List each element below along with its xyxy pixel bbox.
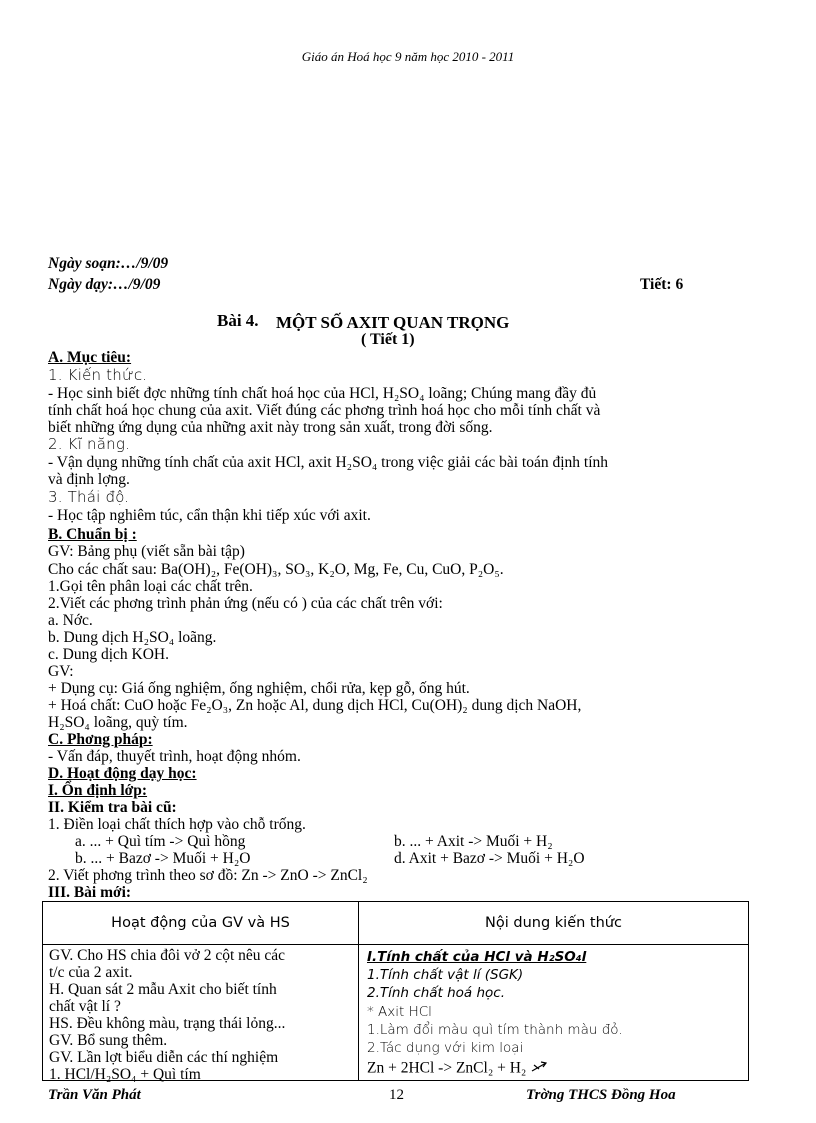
prep-line: + Hoá chất: CuO hoặc Fe₂O₃, Zn hoặc Al, dung dịch HCl, Cu(OH)₂ dung dịch NaOH, [48, 697, 582, 714]
class-order-heading: I. Ổn định lớp: [48, 782, 148, 799]
activities-cell [43, 945, 359, 1081]
prep-line: c. Dung dịch KOH. [48, 646, 169, 663]
footer-author: Trần Văn Phát [48, 1087, 141, 1103]
activity-line: chất vật lí ? [49, 998, 121, 1015]
review-item: a. ... + Quì tím -> Quì hồng [75, 833, 246, 850]
attitude-line: - Học tập nghiêm túc, cẩn thận khi tiếp xúc với axit. [48, 507, 371, 524]
activity-line: H. Quan sát 2 mẫu Axit cho biết tính [49, 981, 277, 998]
lesson-subtitle: ( Tiết 1) [361, 331, 415, 348]
prep-line: Cho các chất sau: Ba(OH)₂, Fe(OH)₃, SO₃, K₂O, Mg, Fe, Cu, CuO, P₂O₅. [48, 561, 504, 578]
method-line: - Vấn đáp, thuyết trình, hoạt động nhóm. [48, 748, 301, 765]
prep-line: + Dụng cụ: Giá ống nghiệm, ống nghiệm, chổi rửa, kẹp gỗ, ống hút. [48, 680, 470, 697]
knowledge-heading: 1. Kiến thức. [48, 366, 148, 384]
prep-line: b. Dung dịch H₂SO₄ loãng. [48, 629, 217, 646]
gas-arrow-icon [530, 1059, 550, 1079]
document-header: Giáo án Hoá học 9 năm học 2010 - 2011 [301, 49, 515, 64]
review-question: 2. Viết phơng trình theo sơ đồ: Zn -> ZnO -> ZnCl₂ [48, 867, 368, 884]
skills-heading: 2. Kĩ năng. [48, 435, 131, 453]
review-item: d. Axit + Bazơ -> Muối + H₂O [394, 850, 585, 867]
activity-line: GV. Lần lợt biểu diễn các thí nghiệm [49, 1049, 279, 1066]
equation-text: Zn + 2HCl -> ZnCl₂ + H₂ [367, 1059, 527, 1077]
prep-line: 2.Viết các phơng trình phản ứng (nếu có ) của các chất trên với: [48, 595, 443, 612]
content-cell [359, 945, 749, 1081]
skills-line: và định lợng. [48, 471, 130, 488]
content-line: I.Tính chất của HCl và H₂SO₄l [367, 949, 587, 965]
content-line: 1.Làm đổi màu quì tím thành màu đỏ. [367, 1022, 623, 1038]
review-question: 1. Điền loại chất thích hợp vào chỗ trống. [48, 816, 306, 833]
knowledge-line: biết những ứng dụng của những axit này trong sản xuất, trong đời sống. [48, 419, 493, 436]
section-b-heading: B. Chuẩn bị : [48, 526, 137, 543]
activity-line: GV. Bổ sung thêm. [49, 1032, 168, 1049]
section-c-heading: C. Phơng pháp: [48, 731, 153, 748]
activity-line: HS. Đều không màu, trạng thái lỏng... [49, 1015, 286, 1032]
attitude-heading: 3. Thái độ. [48, 488, 130, 506]
prep-line: H₂SO₄ loãng, quỳ tím. [48, 714, 188, 731]
lesson-title: MỘT SỐ AXIT QUAN TRỌNG [276, 313, 510, 332]
review-item: b. ... + Bazơ -> Muối + H₂O [75, 850, 251, 867]
footer-school: Trờng THCS Đồng Hoa [526, 1087, 676, 1103]
prep-line: GV: [48, 663, 74, 680]
content-line: 2.Tác dụng với kim loại [367, 1040, 524, 1056]
review-heading: II. Kiểm tra bài cũ: [48, 799, 177, 816]
prep-line: GV: Bảng phụ (viết sẵn bài tập) [48, 543, 245, 560]
content-line: * Axit HCl [367, 1004, 432, 1020]
column-header-activities: Hoạt động của GV và HS [43, 902, 359, 945]
skills-line: - Vận dụng những tính chất của axit HCl, axit H₂SO₄ trong việc giải các bài toán định tính [48, 454, 609, 471]
content-equation [367, 1059, 550, 1079]
activity-line: t/c của 2 axit. [49, 964, 133, 981]
activity-line: GV. Cho HS chia đôi vở 2 cột nêu các [49, 947, 286, 964]
date-prepared: Ngày soạn:…/9/09 [48, 255, 169, 272]
activity-line: 1. HCl/H₂SO₄ + Quì tím [49, 1066, 201, 1083]
lesson-number: Bài 4. [217, 311, 259, 330]
date-taught: Ngày dạy:…/9/09 [48, 276, 161, 293]
content-line: 1.Tính chất vật lí (SGK) [367, 967, 524, 983]
section-d-heading: D. Hoạt động dạy học: [48, 765, 197, 782]
content-line: 2.Tính chất hoá học. [367, 985, 506, 1001]
review-item: b. ... + Axit -> Muối + H₂ [394, 833, 553, 850]
lesson-period: Tiết: 6 [640, 276, 684, 293]
lesson-table [42, 901, 749, 1081]
prep-line: 1.Gọi tên phân loại các chất trên. [48, 578, 253, 595]
prep-line: a. Nớc. [48, 612, 93, 629]
section-a-heading: A. Mục tiêu: [48, 349, 132, 366]
knowledge-line: - Học sinh biết đợc những tính chất hoá học của HCl, H₂SO₄ loãng; Chúng mang đầy đủ [48, 385, 597, 402]
column-header-content: Nội dung kiến thức [359, 902, 749, 945]
page-number: 12 [389, 1087, 404, 1103]
new-lesson-heading: III. Bài mới: [48, 884, 132, 901]
knowledge-line: tính chất hoá học chung của axit. Viết đúng các phơng trình hoá học cho mỗi tính chất và [48, 402, 601, 419]
